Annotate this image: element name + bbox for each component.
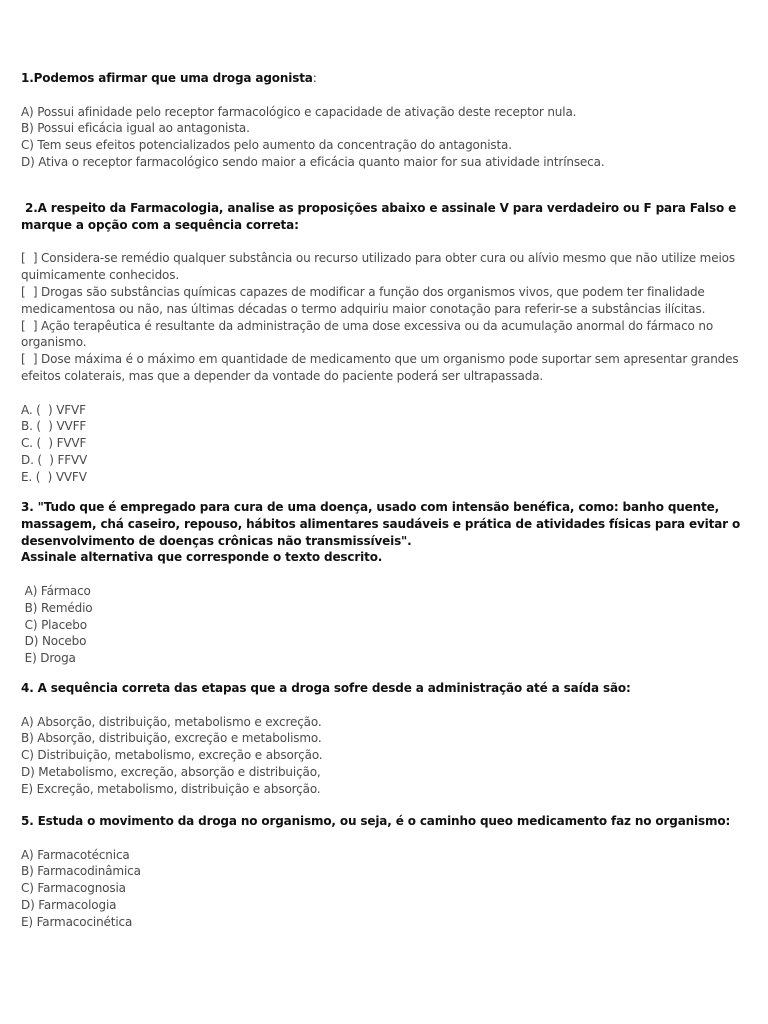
question-2-option-d: D. ( ) FFVV (21, 452, 88, 467)
question-2-statement-1-cont: quimicamente conhecidos. (21, 268, 180, 283)
question-1-title-text: 1.Podemos afirmar que uma droga agonista (21, 71, 313, 85)
question-2-title-line-1: 2.A respeito da Farmacologia, analise as proposições abaixo e assinale V para verdadeiro ou F para Falso e (21, 201, 737, 215)
question-3-title-line-1: 3. "Tudo que é empregado para cura de uma doença, usado com intensão benéfica, como: banho quente, (21, 500, 720, 514)
question-2-statement-4: [ ] Dose máxima é o máximo em quantidade de medicamento que um organismo pode suportar sem apresentar grandes (21, 352, 739, 367)
question-3-option-a: A) Fármaco (21, 583, 91, 598)
question-4-title: 4. A sequência correta das etapas que a droga sofre desde a administração até a saída são: (21, 681, 631, 695)
question-3-title-line-4: Assinale alternativa que corresponde o texto descrito. (21, 550, 383, 565)
question-4-option-e: E) Excreção, metabolismo, distribuição e absorção. (21, 781, 321, 796)
question-3-title-line-2: massagem, chá caseiro, repouso, hábitos alimentares saudáveis e prática de atividades físicas para evitar o (21, 516, 741, 531)
question-2-statement-3: [ ] Ação terapêutica é resultante da administração de uma dose excessiva ou da acumulação anormal do fármaco no (21, 318, 714, 333)
question-2-option-e: E. ( ) VVFV (21, 469, 87, 484)
question-4-option-c: C) Distribuição, metabolismo, excreção e absorção. (21, 748, 323, 763)
question-3-option-d: D) Nocebo (21, 634, 87, 649)
question-4-option-d: D) Metabolismo, excreção, absorção e distribuição, (21, 764, 321, 779)
question-1-title-colon: : (312, 71, 317, 85)
question-4-option-a: A) Absorção, distribuição, metabolismo e excreção. (21, 714, 322, 729)
question-2-option-b: B. ( ) VVFF (21, 419, 87, 434)
question-5-option-a: A) Farmacotécnica (21, 847, 130, 862)
question-5-option-b: B) Farmacodinâmica (21, 864, 141, 879)
question-5-option-e: E) Farmacocinética (21, 914, 133, 929)
question-3-option-c: C) Placebo (21, 617, 87, 632)
question-1-option-d: D) Ativa o receptor farmacológico sendo maior a eficácia quanto maior for sua atividade intrínseca. (21, 154, 605, 169)
question-4-option-b: B) Absorção, distribuição, excreção e metabolismo. (21, 731, 322, 746)
question-2-statement-2-cont: medicamentosa ou não, nas últimas décadas o termo adquiriu maior conotação para referir-se a substâncias ilícitas. (21, 301, 706, 316)
question-3-title-line-3: desenvolvimento de doenças crônicas não transmissíveis". (21, 533, 412, 548)
question-5-option-c: C) Farmacognosia (21, 881, 126, 896)
question-2-option-c: C. ( ) FVVF (21, 436, 87, 451)
question-1-option-b: B) Possui eficácia igual ao antagonista. (21, 121, 250, 136)
question-2-statement-4-cont: efeitos colaterais, mas que a depender da vontade do paciente poderá ser ultrapassada. (21, 368, 544, 383)
question-5 (21, 813, 741, 931)
question-1-option-c: C) Tem seus efeitos potencializados pelo aumento da concentração do antagonista. (21, 138, 512, 153)
question-2-title-line-2: marque a opção com a sequência correta: (21, 217, 299, 232)
question-2 (21, 200, 741, 486)
question-2-statement-2: [ ] Drogas são substâncias químicas capazes de modificar a função dos organismos vivos, que podem ter finalidade (21, 284, 705, 299)
question-2-statement-1: [ ] Considera-se remédio qualquer substância ou recurso utilizado para obter cura ou alívio mesmo que não utilize meios (21, 251, 735, 266)
question-3-option-b: B) Remédio (21, 600, 93, 615)
question-4 (21, 680, 741, 798)
question-3-option-e: E) Droga (21, 651, 76, 666)
question-1 (21, 70, 741, 171)
question-2-option-a: A. ( ) VFVF (21, 402, 86, 417)
question-5-title: 5. Estuda o movimento da droga no organismo, ou seja, é o caminho queo medicamento faz no organismo: (21, 814, 731, 828)
question-5-option-d: D) Farmacologia (21, 897, 117, 912)
question-3 (21, 499, 741, 667)
question-2-statement-3-cont: organismo. (21, 335, 87, 350)
question-1-option-a: A) Possui afinidade pelo receptor farmacológico e capacidade de ativação deste receptor nula. (21, 104, 577, 119)
question-1-title (21, 70, 741, 87)
